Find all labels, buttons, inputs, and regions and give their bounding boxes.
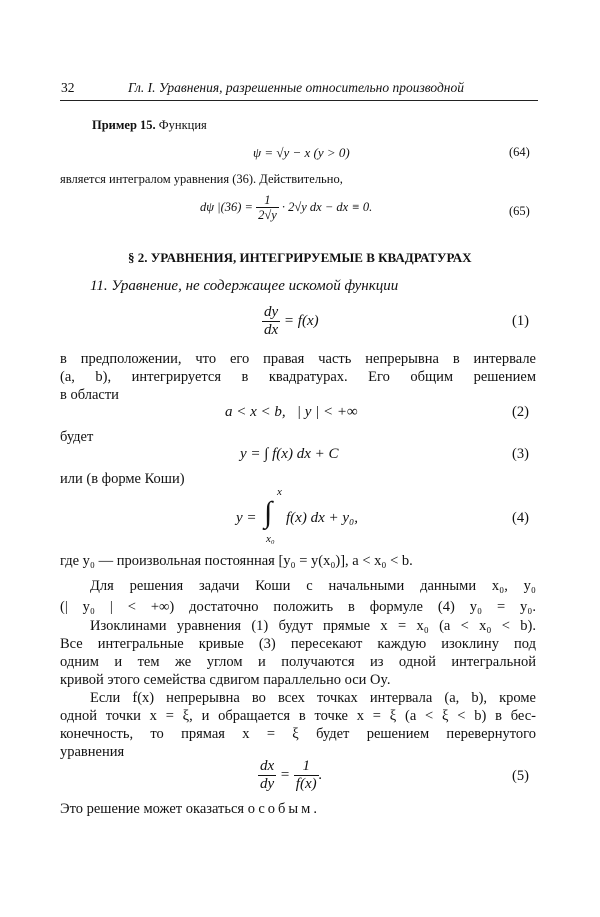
example-label: Пример 15.: [92, 118, 156, 132]
final-word-spaced: особым.: [247, 801, 320, 817]
paragraph-3-line-2: Все интегральные кривые (3) пересекают каждую изоклину под: [60, 636, 536, 652]
paragraph-4-line-1: Если f(x) непрерывна во всех точках интервала (a, b), кроме: [90, 690, 536, 706]
paragraph-2-line-1: Для решения задачи Коши с начальными данными x₀, y₀: [90, 578, 536, 594]
eq5-right-fraction: [294, 758, 319, 794]
eq5-period: .: [318, 767, 323, 784]
eqno-2: (2): [512, 404, 529, 420]
subsection-text: 11. Уравнение, не содержащее искомой функции: [90, 278, 399, 294]
eq1-rhs: = f(x): [283, 313, 319, 330]
section-heading: § 2. УРАВНЕНИЯ, ИНТЕГРИРУЕМЫЕ В КВАДРАТУРАХ: [128, 250, 472, 265]
eqno-5: (5): [512, 768, 529, 784]
example-line-2: является интегралом уравнения (36). Действительно,: [60, 172, 343, 186]
eq4-integral-sign: ∫: [264, 496, 273, 529]
eqno-64: (64): [509, 145, 530, 159]
paragraph-3-line-3: одним и тем же углом и получаются из одной интегральной: [60, 654, 536, 670]
example-intro-line: [92, 118, 207, 133]
eq1-numerator: dy: [262, 304, 280, 322]
equation-1: [262, 304, 319, 340]
eq1-fraction: [262, 304, 280, 340]
paragraph-4-line-2: одной точки x = ξ, и обращается в точке x = ξ (a < ξ < b) в бес-: [60, 708, 536, 724]
header-rule: [60, 100, 538, 101]
running-title: Гл. I. Уравнения, разрешенные относительно производной: [128, 80, 464, 95]
paragraph-1-line-1: в предположении, что его правая часть непрерывна в интервале: [60, 351, 536, 367]
koshi-line: или (в форме Коши): [60, 471, 185, 487]
paragraph-3-line-1: Изоклинами уравнения (1) будут прямые x = x₀ (a < x₀ < b).: [90, 618, 536, 634]
eq4-lower-limit: x₀: [266, 533, 275, 545]
subsection-heading: [90, 278, 398, 295]
eq5-right-denominator: f(x): [295, 776, 317, 793]
paragraph-4-line-4: уравнения: [60, 744, 125, 760]
paragraph-1-line-3: в области: [60, 387, 119, 403]
formula-65: [200, 193, 372, 223]
budet-line: будет: [60, 429, 94, 445]
paragraph-1-line-2: (a, b), интегрируется в квадратурах. Его общим решением: [60, 369, 536, 385]
eqno-1: (1): [512, 313, 529, 329]
eq5-left-denominator: dy: [260, 776, 275, 793]
eqno-4: (4): [512, 510, 529, 526]
eq4-upper-limit: x: [277, 486, 282, 498]
equation-2: a < x < b, | y | < +∞: [225, 404, 358, 420]
example-intro: Функция: [158, 118, 207, 132]
eqno-3: (3): [512, 446, 529, 462]
eq5-right-numerator: 1: [294, 758, 319, 776]
formula-65-right: · 2√y dx − dx ≡ 0.: [281, 199, 373, 214]
paragraph-3-line-4: кривой этого семейства сдвигом параллельно оси Oy.: [60, 672, 391, 688]
equation-5: [258, 758, 322, 794]
final-prefix: Это решение может оказаться: [60, 801, 245, 817]
gde-line: где y₀ — произвольная постоянная [y₀ = y(x₀)], a < x₀ < b.: [60, 553, 413, 569]
formula-64: ψ = √y − x (y > 0): [253, 145, 350, 160]
eq5-left-numerator: dx: [258, 758, 276, 776]
final-line: [60, 800, 320, 819]
eq5-equals: =: [279, 767, 291, 784]
eq5-left-fraction: [258, 758, 276, 794]
eq4-rhs: f(x) dx + y₀,: [286, 510, 358, 526]
formula-65-numerator: 1: [256, 193, 279, 208]
page-number: 32: [61, 80, 75, 95]
equation-3: y = ∫ f(x) dx + C: [240, 446, 339, 462]
formula-65-denominator: 2√y: [258, 208, 277, 223]
paragraph-2-line-2: (| y₀ | < +∞) достаточно положить в формуле (4) y₀ = y₀.: [60, 599, 536, 615]
formula-65-fraction: [256, 193, 279, 223]
formula-65-left: dψ |(36) =: [200, 199, 253, 214]
eq1-denominator: dx: [264, 322, 279, 339]
eq4-lhs: y =: [236, 510, 257, 526]
eqno-65: (65): [509, 204, 530, 218]
paragraph-4-line-3: конечность, то прямая x = ξ будет решением перевернутого: [60, 726, 536, 742]
